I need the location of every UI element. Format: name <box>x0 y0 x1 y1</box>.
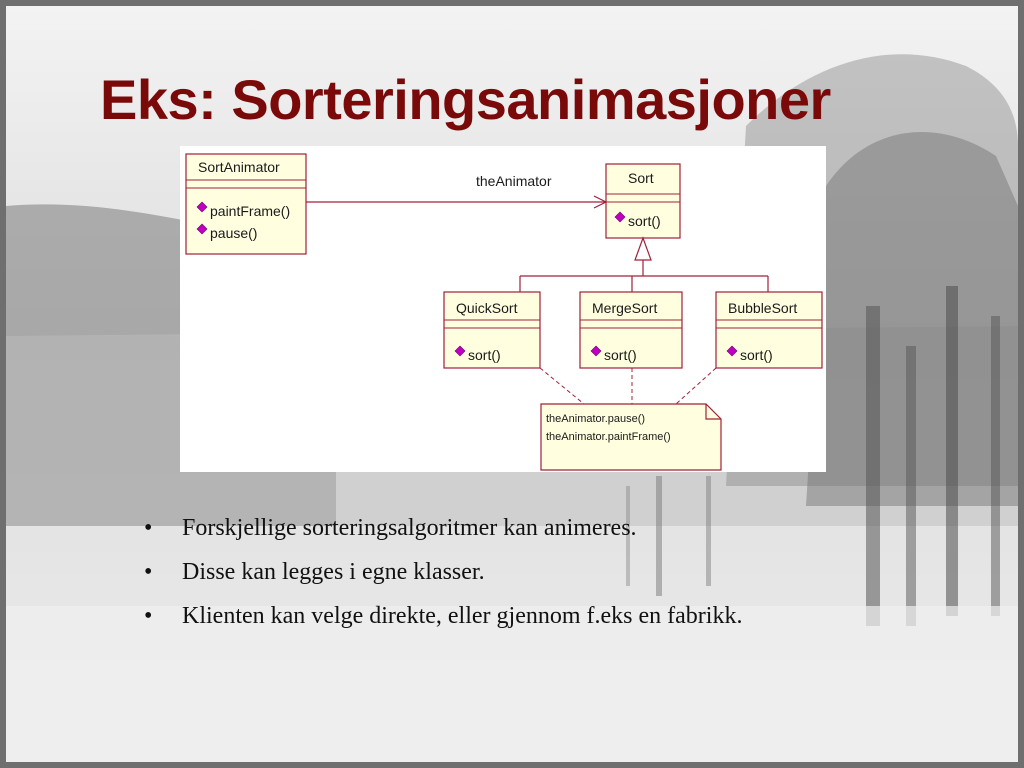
association-theanimator <box>306 173 606 208</box>
class-quicksort <box>444 292 540 368</box>
class-sort-name: Sort <box>628 170 654 186</box>
method-sort: sort() <box>740 347 773 363</box>
note-line-pause: theAnimator.pause() <box>546 413 646 425</box>
uml-diagram-svg <box>180 146 826 472</box>
bullet-item <box>138 602 742 646</box>
class-sort <box>606 164 680 238</box>
class-bubblesort-name: BubbleSort <box>728 300 798 316</box>
note-anchors <box>540 368 716 404</box>
bullet-marker: • <box>144 603 153 629</box>
bullet-marker: • <box>144 559 153 585</box>
class-sortanimator <box>186 154 306 254</box>
method-sort: sort() <box>628 213 661 229</box>
method-pause: pause() <box>210 225 258 241</box>
method-sort: sort() <box>468 347 501 363</box>
bullet-item <box>138 558 742 602</box>
note-line-paintframe: theAnimator.paintFrame() <box>546 431 671 443</box>
bullet-text: Disse kan legges i egne klasser. <box>182 559 485 585</box>
class-sortanimator-name: SortAnimator <box>198 159 280 175</box>
bullet-text: Forskjellige sorteringsalgoritmer kan animeres. <box>182 515 637 541</box>
bullet-item <box>138 514 742 558</box>
class-mergesort-name: MergeSort <box>592 300 658 316</box>
bullet-marker: • <box>144 515 153 541</box>
method-paintframe: paintFrame() <box>210 203 291 219</box>
class-mergesort <box>580 292 682 368</box>
bullet-text: Klienten kan velge direkte, eller gjennom f.eks en fabrikk. <box>182 603 743 629</box>
bullet-list <box>138 514 742 646</box>
slide <box>6 6 1018 762</box>
method-sort: sort() <box>604 347 637 363</box>
association-label: theAnimator <box>476 173 552 189</box>
uml-note <box>541 404 721 470</box>
class-quicksort-name: QuickSort <box>456 300 518 316</box>
inheritance-connector <box>520 238 768 292</box>
class-bubblesort <box>716 292 822 368</box>
slide-title: Eks: Sorteringsanimasjoner <box>100 68 831 131</box>
uml-class-diagram <box>180 146 826 472</box>
